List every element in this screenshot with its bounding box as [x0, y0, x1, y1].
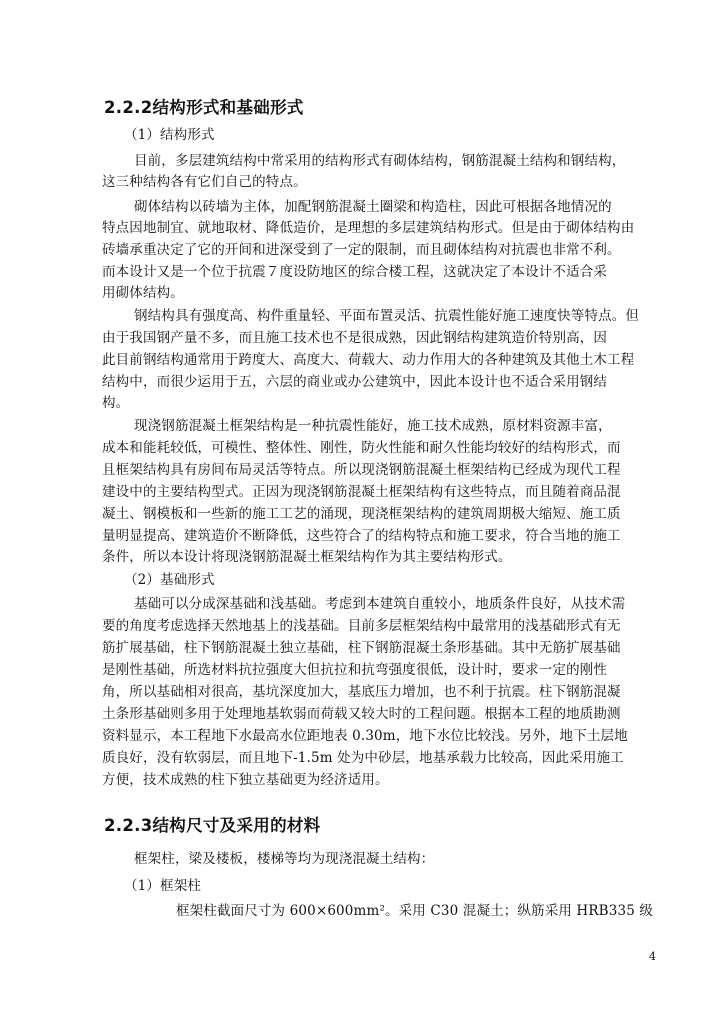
paragraph-line: 角，所以基础相对很高，基坑深度加大，基底压力增加，也不利于抗震。柱下钢筋混凝 — [102, 684, 621, 700]
paragraph-line: 要的角度考虑选择天然地基上的浅基础。目前多层框架结构中最常用的浅基础形式有无 — [102, 618, 621, 634]
paragraph-line: 这三种结构各有它们自己的特点。 — [102, 174, 307, 190]
section-heading-2-2-3: 2.2.3结构尺寸及采用的材料 — [104, 816, 321, 835]
paragraph-line: 钢结构具有强度高、构件重量轻、平面布置灵活、抗震性能好施工速度快等特点。但 — [134, 308, 640, 324]
paragraph-line: 筋扩展基础，柱下钢筋混凝土独立基础，柱下钢筋混凝土条形基础。其中无筋扩展基础 — [102, 640, 621, 656]
page-number: 4 — [649, 950, 656, 963]
paragraph-line: 方便，技术成熟的柱下独立基础更为经济适用。 — [102, 772, 389, 788]
paragraph-line: 目前，多层建筑结构中常采用的结构形式有砌体结构，钢筋混凝土结构和钢结构， — [134, 153, 626, 169]
paragraph-line: 成本和能耗较低，可模性、整体性、刚性，防火性能和耐久性能均较好的结构形式，而 — [102, 440, 621, 456]
paragraph-line: 此目前钢结构通常用于跨度大、高度大、荷载大、动力作用大的各种建筑及其他土木工程 — [102, 352, 635, 368]
paragraph-line: 建设中的主要结构型式。正因为现浇钢筋混凝土框架结构有这些特点，而且随着商品混 — [102, 484, 621, 500]
paragraph-line: 量明显提高、建筑造价不断降低，这些符合了的结构特点和施工要求，符合当地的施工 — [102, 528, 621, 544]
paragraph-line: 结构中，而很少运用于五，六层的商业或办公建筑中，因此本设计也不适合采用钢结 — [102, 374, 608, 390]
paragraph-line: 现浇钢筋混凝土框架结构是一种抗震性能好，施工技术成熟，原材料资源丰富， — [134, 418, 612, 434]
subsection-label-structure-form: （1）结构形式 — [124, 127, 215, 143]
paragraph-line: 是刚性基础，所选材料抗拉强度大但抗拉和抗弯强度很低，设计时，要求一定的刚性 — [102, 662, 608, 678]
paragraph-line: 构。 — [102, 395, 130, 411]
paragraph-line: 质良好，没有软弱层，而且地下-1.5m 处为中砂层，地基承载力比较高，因此采用施工 — [102, 750, 624, 766]
subsection-label-frame-column: （1）框架柱 — [124, 878, 201, 894]
paragraph-line: 框架柱截面尺寸为 600×600mm²。采用 C30 混凝土；纵筋采用 HRB335 级 — [176, 903, 654, 919]
subsection-label-foundation-form: （2）基础形式 — [124, 572, 215, 588]
paragraph-line: 砖墙承重决定了它的开间和进深受到了一定的限制，而且砌体结构对抗震也非常不利。 — [102, 242, 621, 258]
paragraph-line: 框架柱，梁及楼板，楼梯等均为现浇混凝土结构： — [134, 851, 435, 867]
paragraph-line: 而本设计又是一个位于抗震７度设防地区的综合楼工程，这就决定了本设计不适合采 — [102, 264, 608, 280]
paragraph-line: 由于我国钢产量不多，而且施工技术也不是很成熟，因此钢结构建筑造价特别高，因 — [102, 330, 608, 346]
paragraph-line: 砌体结构以砖墙为主体，加配钢筋混凝土圈梁和构造柱，因此可根据各地情况的 — [134, 199, 612, 215]
paragraph-line: 凝土、钢模板和一些新的施工工艺的涌现，现浇框架结构的建筑周期极大缩短、施工质 — [102, 506, 621, 522]
paragraph-line: 特点因地制宜、就地取材、降低造价，是理想的多层建筑结构形式。但是由于砌体结构由 — [102, 220, 635, 236]
paragraph-line: 条件，所以本设计将现浇钢筋混凝土框架结构作为其主要结构形式。 — [102, 549, 512, 565]
section-heading-2-2-2: 2.2.2结构形式和基础形式 — [104, 98, 304, 117]
paragraph-line: 且框架结构具有房间布局灵活等特点。所以现浇钢筋混凝土框架结构已经成为现代工程 — [102, 462, 621, 478]
paragraph-line: 资料显示，本工程地下水最高水位距地表 0.30m，地下水位比较浅。另外，地下土层地 — [102, 728, 628, 744]
paragraph-line: 基础可以分成深基础和浅基础。考虑到本建筑自重较小，地质条件良好，从技术需 — [134, 596, 626, 612]
paragraph-line: 土条形基础则多用于处理地基软弱而荷载又较大时的工程问题。根据本工程的地质勘测 — [102, 706, 621, 722]
paragraph-line: 用砌体结构。 — [102, 285, 184, 301]
